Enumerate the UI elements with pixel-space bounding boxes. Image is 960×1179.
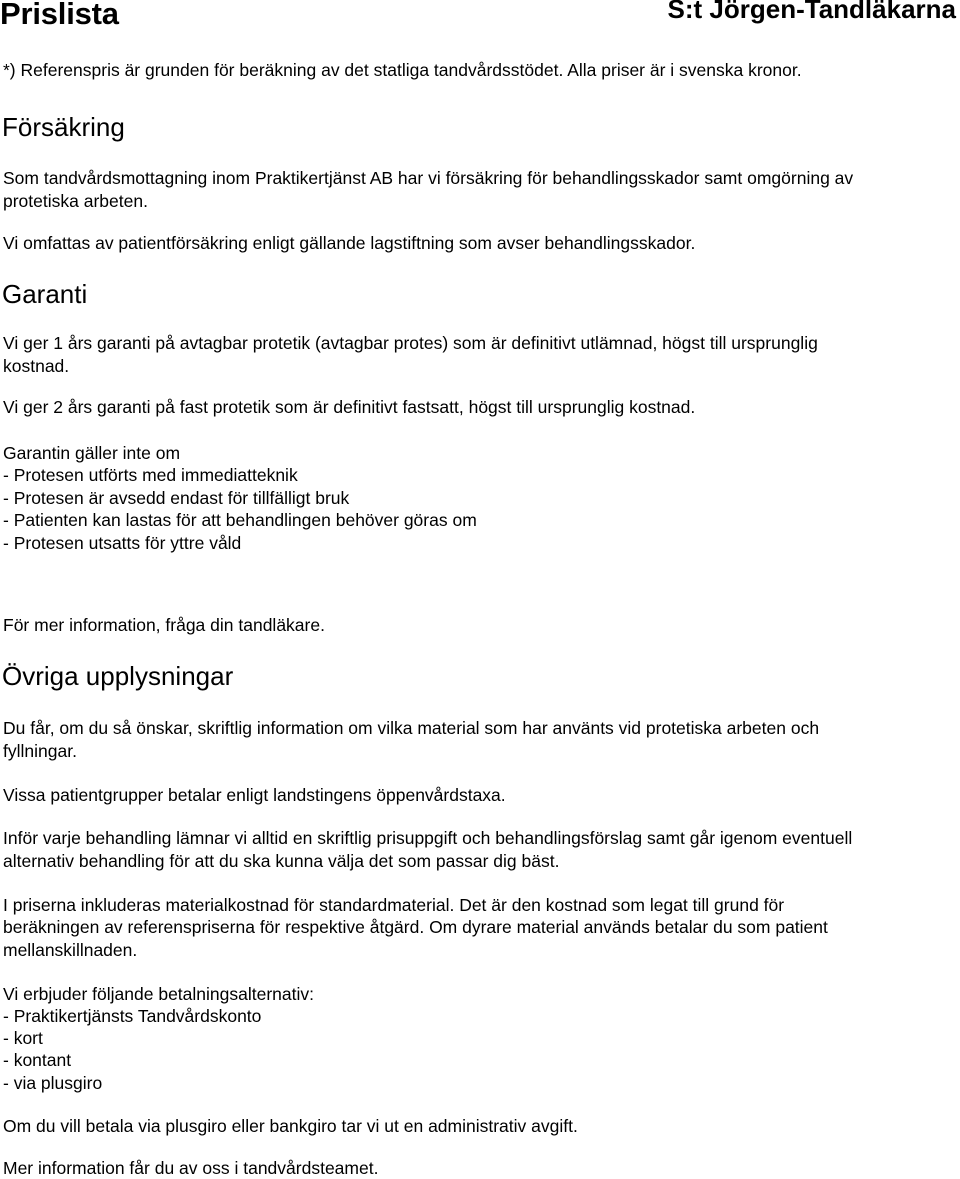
list-item: - kontant — [3, 1050, 72, 1070]
list-item: - Praktikertjänsts Tandvårdskonto — [3, 1006, 262, 1026]
list-item: - Patienten kan lastas för att behandlingen behöver göras om — [3, 510, 477, 530]
list-item: - Protesen är avsedd endast för tillfälligt bruk — [3, 488, 350, 508]
more-info-note: Mer information får du av oss i tandvårdsteamet. — [3, 1158, 379, 1178]
warranty-paragraph-1-line-1: Vi ger 1 års garanti på avtagbar protetik (avtagbar protes) som är definitivt utlämnad, högst till ursprunglig — [3, 333, 818, 353]
other-paragraph-3-line-1: Inför varje behandling lämnar vi alltid en skriftlig prisuppgift och behandlingsförslag samt går igenom eventuell — [3, 828, 853, 848]
plusgiro-fee-note: Om du vill betala via plusgiro eller bankgiro tar vi ut en administrativ avgift. — [3, 1116, 578, 1136]
list-item: - kort — [3, 1028, 43, 1048]
other-paragraph-1-line-1: Du får, om du så önskar, skriftlig information om vilka material som har använts vid protetiska arbeten och — [3, 718, 820, 738]
clinic-name: S:t Jörgen-Tandläkarna — [667, 0, 956, 24]
other-paragraph-4-line-2: beräkningen av referenspriserna för respektive åtgärd. Om dyrare material används betalar du som patient — [3, 917, 828, 937]
list-item: - Protesen utförts med immediatteknik — [3, 465, 298, 485]
insurance-paragraph-2: Vi omfattas av patientförsäkring enligt gällande lagstiftning som avser behandlingsskador. — [3, 233, 696, 253]
warranty-exceptions-intro: Garantin gäller inte om — [3, 443, 181, 463]
reference-price-note: *) Referenspris är grunden för beräkning av det statliga tandvårdsstödet. Alla priser är i svenska kronor. — [3, 60, 802, 80]
insurance-paragraph-1-line-2: protetiska arbeten. — [3, 191, 148, 211]
payment-options-intro: Vi erbjuder följande betalningsalternativ: — [3, 984, 314, 1004]
other-info-heading: Övriga upplysningar — [2, 661, 234, 691]
other-paragraph-4-line-1: I priserna inkluderas materialkostnad för standardmaterial. Det är den kostnad som legat till grund för — [3, 895, 785, 915]
other-paragraph-3-line-2: alternativ behandling för att du ska kunna välja det som passar dig bäst. — [3, 851, 560, 871]
other-paragraph-4-line-3: mellanskillnaden. — [3, 940, 138, 960]
insurance-heading: Försäkring — [2, 112, 125, 142]
page-title: Prislista — [0, 0, 119, 31]
list-item: - Protesen utsatts för yttre våld — [3, 533, 242, 553]
other-paragraph-1-line-2: fyllningar. — [3, 741, 77, 761]
warranty-heading: Garanti — [2, 279, 88, 309]
warranty-more-info: För mer information, fråga din tandläkare. — [3, 615, 325, 635]
warranty-paragraph-2: Vi ger 2 års garanti på fast protetik som är definitivt fastsatt, högst till ursprunglig kostnad. — [3, 397, 696, 417]
other-paragraph-2: Vissa patientgrupper betalar enligt landstingens öppenvårdstaxa. — [3, 785, 506, 805]
list-item: - via plusgiro — [3, 1073, 103, 1093]
warranty-paragraph-1-line-2: kostnad. — [3, 356, 70, 376]
insurance-paragraph-1-line-1: Som tandvårdsmottagning inom Praktikertjänst AB har vi försäkring för behandlingsskador samt omgörning av — [3, 168, 854, 188]
